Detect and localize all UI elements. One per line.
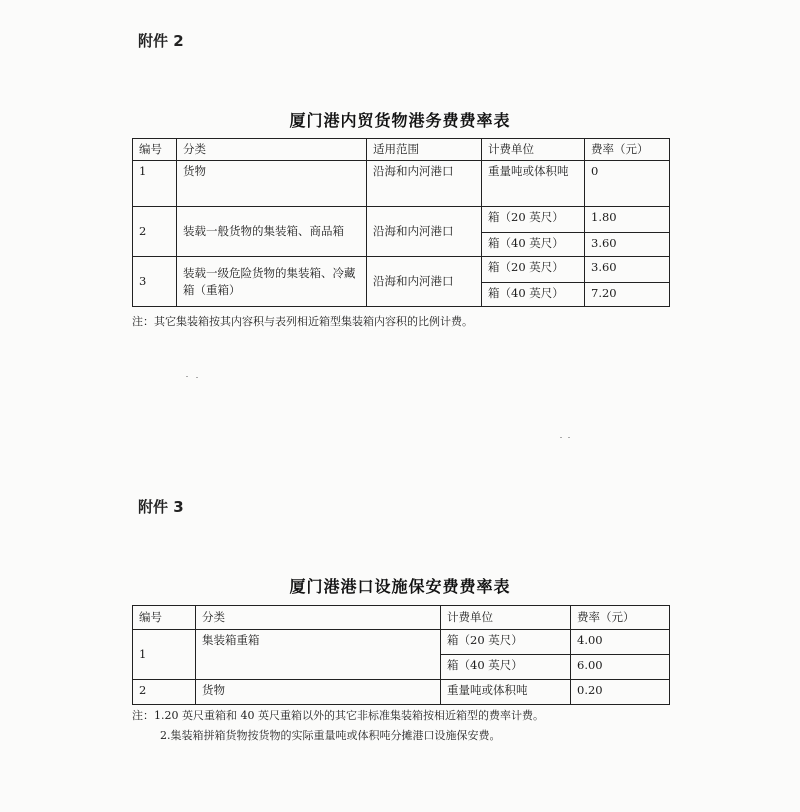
- annex-3-note-2: 2.集装箱拼箱货物按货物的实际重量吨或体积吨分摊港口设施保安费。: [160, 729, 501, 742]
- cell-scope: 沿海和内河港口: [367, 161, 482, 207]
- annex-2-title: 厦门港内贸货物港务费费率表: [289, 111, 511, 130]
- header-no: 编号: [133, 606, 196, 630]
- cell-unit: 箱（40 英尺）: [482, 233, 585, 257]
- header-no: 编号: [133, 139, 177, 161]
- cell-category: 货物: [177, 161, 367, 207]
- table-header-row: [133, 606, 670, 630]
- table-row: [133, 207, 670, 233]
- header-scope: 适用范围: [367, 139, 482, 161]
- cell-category: 集装箱重箱: [196, 630, 441, 680]
- cell-rate: 0.20: [571, 680, 670, 705]
- scan-speck: [186, 376, 188, 377]
- cell-unit: 箱（40 英尺）: [482, 283, 585, 307]
- table-header-row: [133, 139, 670, 161]
- header-category: 分类: [196, 606, 441, 630]
- cell-scope: 沿海和内河港口: [367, 207, 482, 257]
- cell-no: 1: [133, 161, 177, 207]
- header-rate: 费率（元）: [571, 606, 670, 630]
- cell-rate: 0: [585, 161, 670, 207]
- header-unit: 计费单位: [441, 606, 571, 630]
- table-row: [133, 257, 670, 283]
- cell-category: 货物: [196, 680, 441, 705]
- cell-rate: 7.20: [585, 283, 670, 307]
- annex-2-note: 注：其它集装箱按其内容积与表列相近箱型集装箱内容积的比例计费。: [132, 315, 473, 328]
- cell-no: 2: [133, 680, 196, 705]
- scan-speck: [568, 437, 570, 438]
- header-category: 分类: [177, 139, 367, 161]
- cell-unit: 箱（20 英尺）: [482, 207, 585, 233]
- cell-unit: 重量吨或体积吨: [441, 680, 571, 705]
- annex-3-label: 附件 3: [138, 498, 184, 516]
- annex-3-title: 厦门港港口设施保安费费率表: [289, 577, 511, 596]
- table-row: [133, 630, 670, 655]
- cell-no: 1: [133, 630, 196, 680]
- cell-unit: 重量吨或体积吨: [482, 161, 585, 207]
- cell-category: 装载一般货物的集装箱、商品箱: [177, 207, 367, 257]
- cell-rate: 4.00: [571, 630, 670, 655]
- scan-speck: [196, 377, 198, 378]
- scan-speck: [560, 437, 562, 438]
- header-unit: 计费单位: [482, 139, 585, 161]
- table-row: [133, 680, 670, 705]
- annex-3-fee-table: [132, 605, 670, 705]
- cell-rate: 6.00: [571, 655, 670, 680]
- cell-category: 装载一级危险货物的集装箱、冷藏箱（重箱）: [177, 257, 367, 307]
- annex-2-label: 附件 2: [138, 32, 184, 50]
- cell-unit: 箱（20 英尺）: [482, 257, 585, 283]
- table-row: [133, 161, 670, 207]
- header-rate: 费率（元）: [585, 139, 670, 161]
- cell-rate: 1.80: [585, 207, 670, 233]
- annex-2-fee-table: [132, 138, 670, 307]
- cell-rate: 3.60: [585, 233, 670, 257]
- annex-3-note-1: 注：1.20 英尺重箱和 40 英尺重箱以外的其它非标准集装箱按相近箱型的费率计费。: [132, 709, 544, 722]
- cell-rate: 3.60: [585, 257, 670, 283]
- cell-unit: 箱（20 英尺）: [441, 630, 571, 655]
- cell-scope: 沿海和内河港口: [367, 257, 482, 307]
- cell-unit: 箱（40 英尺）: [441, 655, 571, 680]
- cell-no: 2: [133, 207, 177, 257]
- cell-no: 3: [133, 257, 177, 307]
